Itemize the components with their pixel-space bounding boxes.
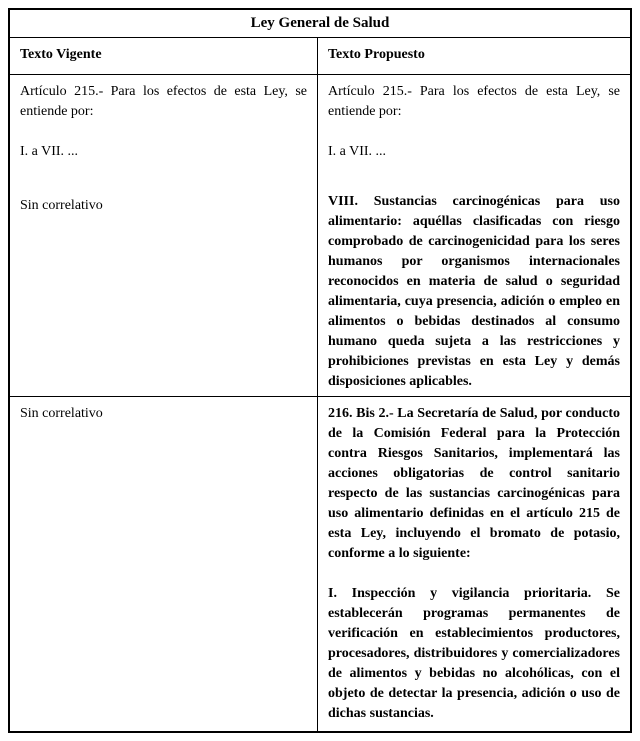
paragraph-sin-correlativo: Sin correlativo — [20, 198, 103, 213]
table-title: Ley General de Salud — [250, 15, 390, 32]
cell-propuesto-articulo-215 — [317, 75, 630, 396]
cell-vigente-216-bis-2 — [10, 397, 317, 731]
cell-propuesto-216-bis-2 — [317, 397, 630, 731]
paragraph-fracciones-i-a-vii: I. a VII. ... — [20, 144, 79, 159]
table-title-row — [10, 10, 630, 38]
row-articulo-216-bis-2 — [10, 397, 630, 731]
comparison-table — [8, 8, 632, 733]
paragraph-sin-correlativo: Sin correlativo — [20, 406, 103, 421]
column-header-texto-vigente: Texto Vigente — [20, 47, 102, 63]
column-header-row — [10, 38, 630, 75]
paragraph-articulo-215-intro: Artículo 215.- Para los efectos de esta Ley, se entiende por: — [328, 84, 620, 119]
paragraph-fracciones-i-a-vii: I. a VII. ... — [328, 144, 387, 159]
paragraph-articulo-215-intro: Artículo 215.- Para los efectos de esta Ley, se entiende por: — [20, 84, 307, 119]
cell-vigente-articulo-215 — [10, 75, 317, 396]
row-articulo-215 — [10, 75, 630, 397]
paragraph-fraccion-i-inspeccion-vigilancia: I. Inspección y vigilancia prioritaria. Se establecerán programas permanentes de verificación en establecimientos productores, procesadores, distribuidores y comercializadores de alimentos y bebidas no alcohólicas, con el objeto de detectar la presencia, adición o uso de dichas sustancias. — [328, 586, 620, 721]
paragraph-articulo-216-bis-2: 216. Bis 2.- La Secretaría de Salud, por conducto de la Comisión Federal para la Protección contra Riesgos Sanitarios, implementará las acciones obligatorias de control sanitario respecto de las sustancias carcinogénicas para uso alimentario definidas en el artículo 215 de esta Ley, incluyendo el bromato de potasio, conforme a lo siguiente: — [328, 406, 620, 561]
column-header-texto-propuesto: Texto Propuesto — [317, 38, 630, 74]
paragraph-fraccion-viii-sustancias-carcinogenicas: VIII. Sustancias carcinogénicas para uso alimentario: aquéllas clasificadas con riesgo comprobado de carcinogenicidad para los seres humanos por organismos internacionales reconocidos en materia de salud o seguridad alimentaria, cuya presencia, adición o empleo en alimentos o bebidas destinados al consumo humano queda sujeta a las restricciones y prohibiciones previstas en esta Ley y demás disposiciones aplicables. — [328, 194, 620, 389]
